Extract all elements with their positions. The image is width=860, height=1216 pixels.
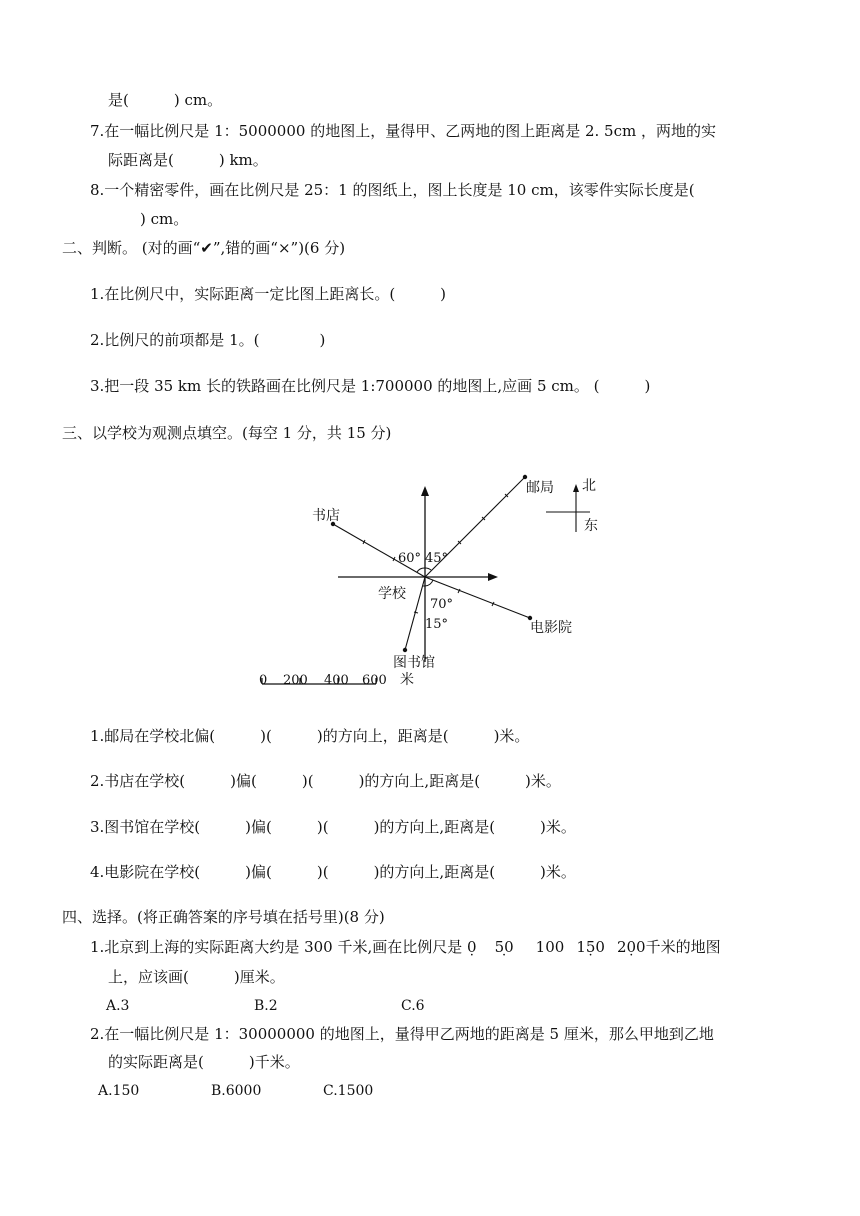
compass-north-arrow [573, 484, 579, 492]
choice-q2-option-b: B.6000 [211, 1083, 262, 1099]
direction-q1: 1.邮局在学校北偏( )( )的方向上，距离是( )米。 [90, 727, 530, 745]
angle-label-60: 60° [398, 551, 422, 566]
post-office-point [523, 475, 527, 479]
choice-q1-option-c: C.6 [401, 998, 425, 1014]
angle-label-70: 70° [430, 597, 454, 612]
direction-q2: 2.书店在学校( )偏( )( )的方向上,距离是( )米。 [90, 772, 561, 790]
angle-label-45: 45° [425, 551, 449, 566]
ray-library [405, 577, 425, 650]
choice-q1-option-b: B.2 [254, 998, 278, 1014]
scale-label-400: 400 [324, 673, 349, 688]
compass-north-label: 北 [582, 478, 596, 494]
q1-scale-value: 100 [535, 938, 565, 956]
section2-header: 二、判断。 (对的画“✔”,错的画“×”)(6 分) [62, 239, 346, 257]
direction-q4: 4.电影院在学校( )偏( )( )的方向上,距离是( )米。 [90, 863, 576, 881]
choice-q1-line1 [90, 937, 721, 957]
label-post-office: 邮局 [526, 480, 554, 496]
q1-scale-value: 200 · [617, 937, 646, 957]
angle-arc-45 [425, 568, 431, 570]
angle-arc-60 [417, 568, 425, 572]
choice-q2-line2: 的实际距离是( )千米。 [108, 1053, 300, 1071]
compass-east-label: 东 [584, 518, 598, 534]
choice-q1-prefix: 1.北京到上海的实际距离大约是 300 千米,画在比例尺是 [90, 938, 468, 956]
q7-text-line1: 7.在一幅比例尺是 1：5000000 的地图上，量得甲、乙两地的图上距离是 2. 5cm ，两地的实 [90, 122, 716, 140]
choice-q1-option-a: A.3 [106, 998, 130, 1014]
section4-header: 四、选择。(将正确答案的序号填在括号里)(8 分) [62, 908, 385, 926]
choice-q2-option-a: A.150 [98, 1083, 140, 1099]
direction-q3: 3.图书馆在学校( )偏( )( )的方向上,距离是( )米。 [90, 818, 576, 836]
judge-q3: 3.把一段 35 km 长的铁路画在比例尺是 1:700000 的地图上,应画 5 cm。 ( ) [90, 377, 651, 395]
label-bookstore: 书店 [312, 508, 340, 524]
q1-scale-value: 150 · [576, 937, 605, 957]
scale-unit: 米 [400, 672, 414, 688]
direction-diagram [250, 462, 630, 692]
q1-scale-value: 0 · [467, 937, 477, 957]
angle-arc-70 [425, 580, 433, 586]
scale-label-200: 200 [283, 673, 308, 688]
label-cinema: 电影院 [530, 620, 572, 636]
choice-q1-line2: 上，应该画( )厘米。 [108, 968, 285, 986]
q1-scale-value: 50 · [495, 937, 514, 957]
q8-text-line1: 8.一个精密零件，画在比例尺是 25：1 的图纸上，图上长度是 10 cm，该零件实际长度是( [90, 181, 695, 199]
choice-q1-suffix: 千米的地图 [645, 938, 721, 956]
judge-q2: 2.比例尺的前项都是 1。( ) [90, 331, 326, 349]
q8-text-line2: ) cm。 [140, 210, 189, 228]
axis-arrow-east [488, 573, 498, 581]
library-point [403, 648, 407, 652]
judge-q1: 1.在比例尺中，实际距离一定比图上距离长。( ) [90, 285, 447, 303]
section3-header: 三、以学校为观测点填空。(每空 1 分，共 15 分) [62, 424, 392, 442]
choice-q2-line1: 2.在一幅比例尺是 1：30000000 的地图上，量得甲乙两地的距离是 5 厘米，那么甲地到乙地 [90, 1025, 714, 1043]
label-school: 学校 [378, 586, 406, 602]
angle-label-15: 15° [425, 617, 449, 632]
choice-q2-option-c: C.1500 [323, 1083, 374, 1099]
scale-label-0: 0 [259, 673, 268, 688]
label-library: 图书馆 [393, 655, 435, 671]
q6-tail-text: 是( ) cm。 [108, 91, 223, 109]
scale-label-600: 600 [362, 673, 387, 688]
q7-text-line2: 际距离是( ) km。 [108, 151, 268, 169]
ray-tick [414, 612, 418, 613]
axis-arrow-north [421, 486, 429, 496]
